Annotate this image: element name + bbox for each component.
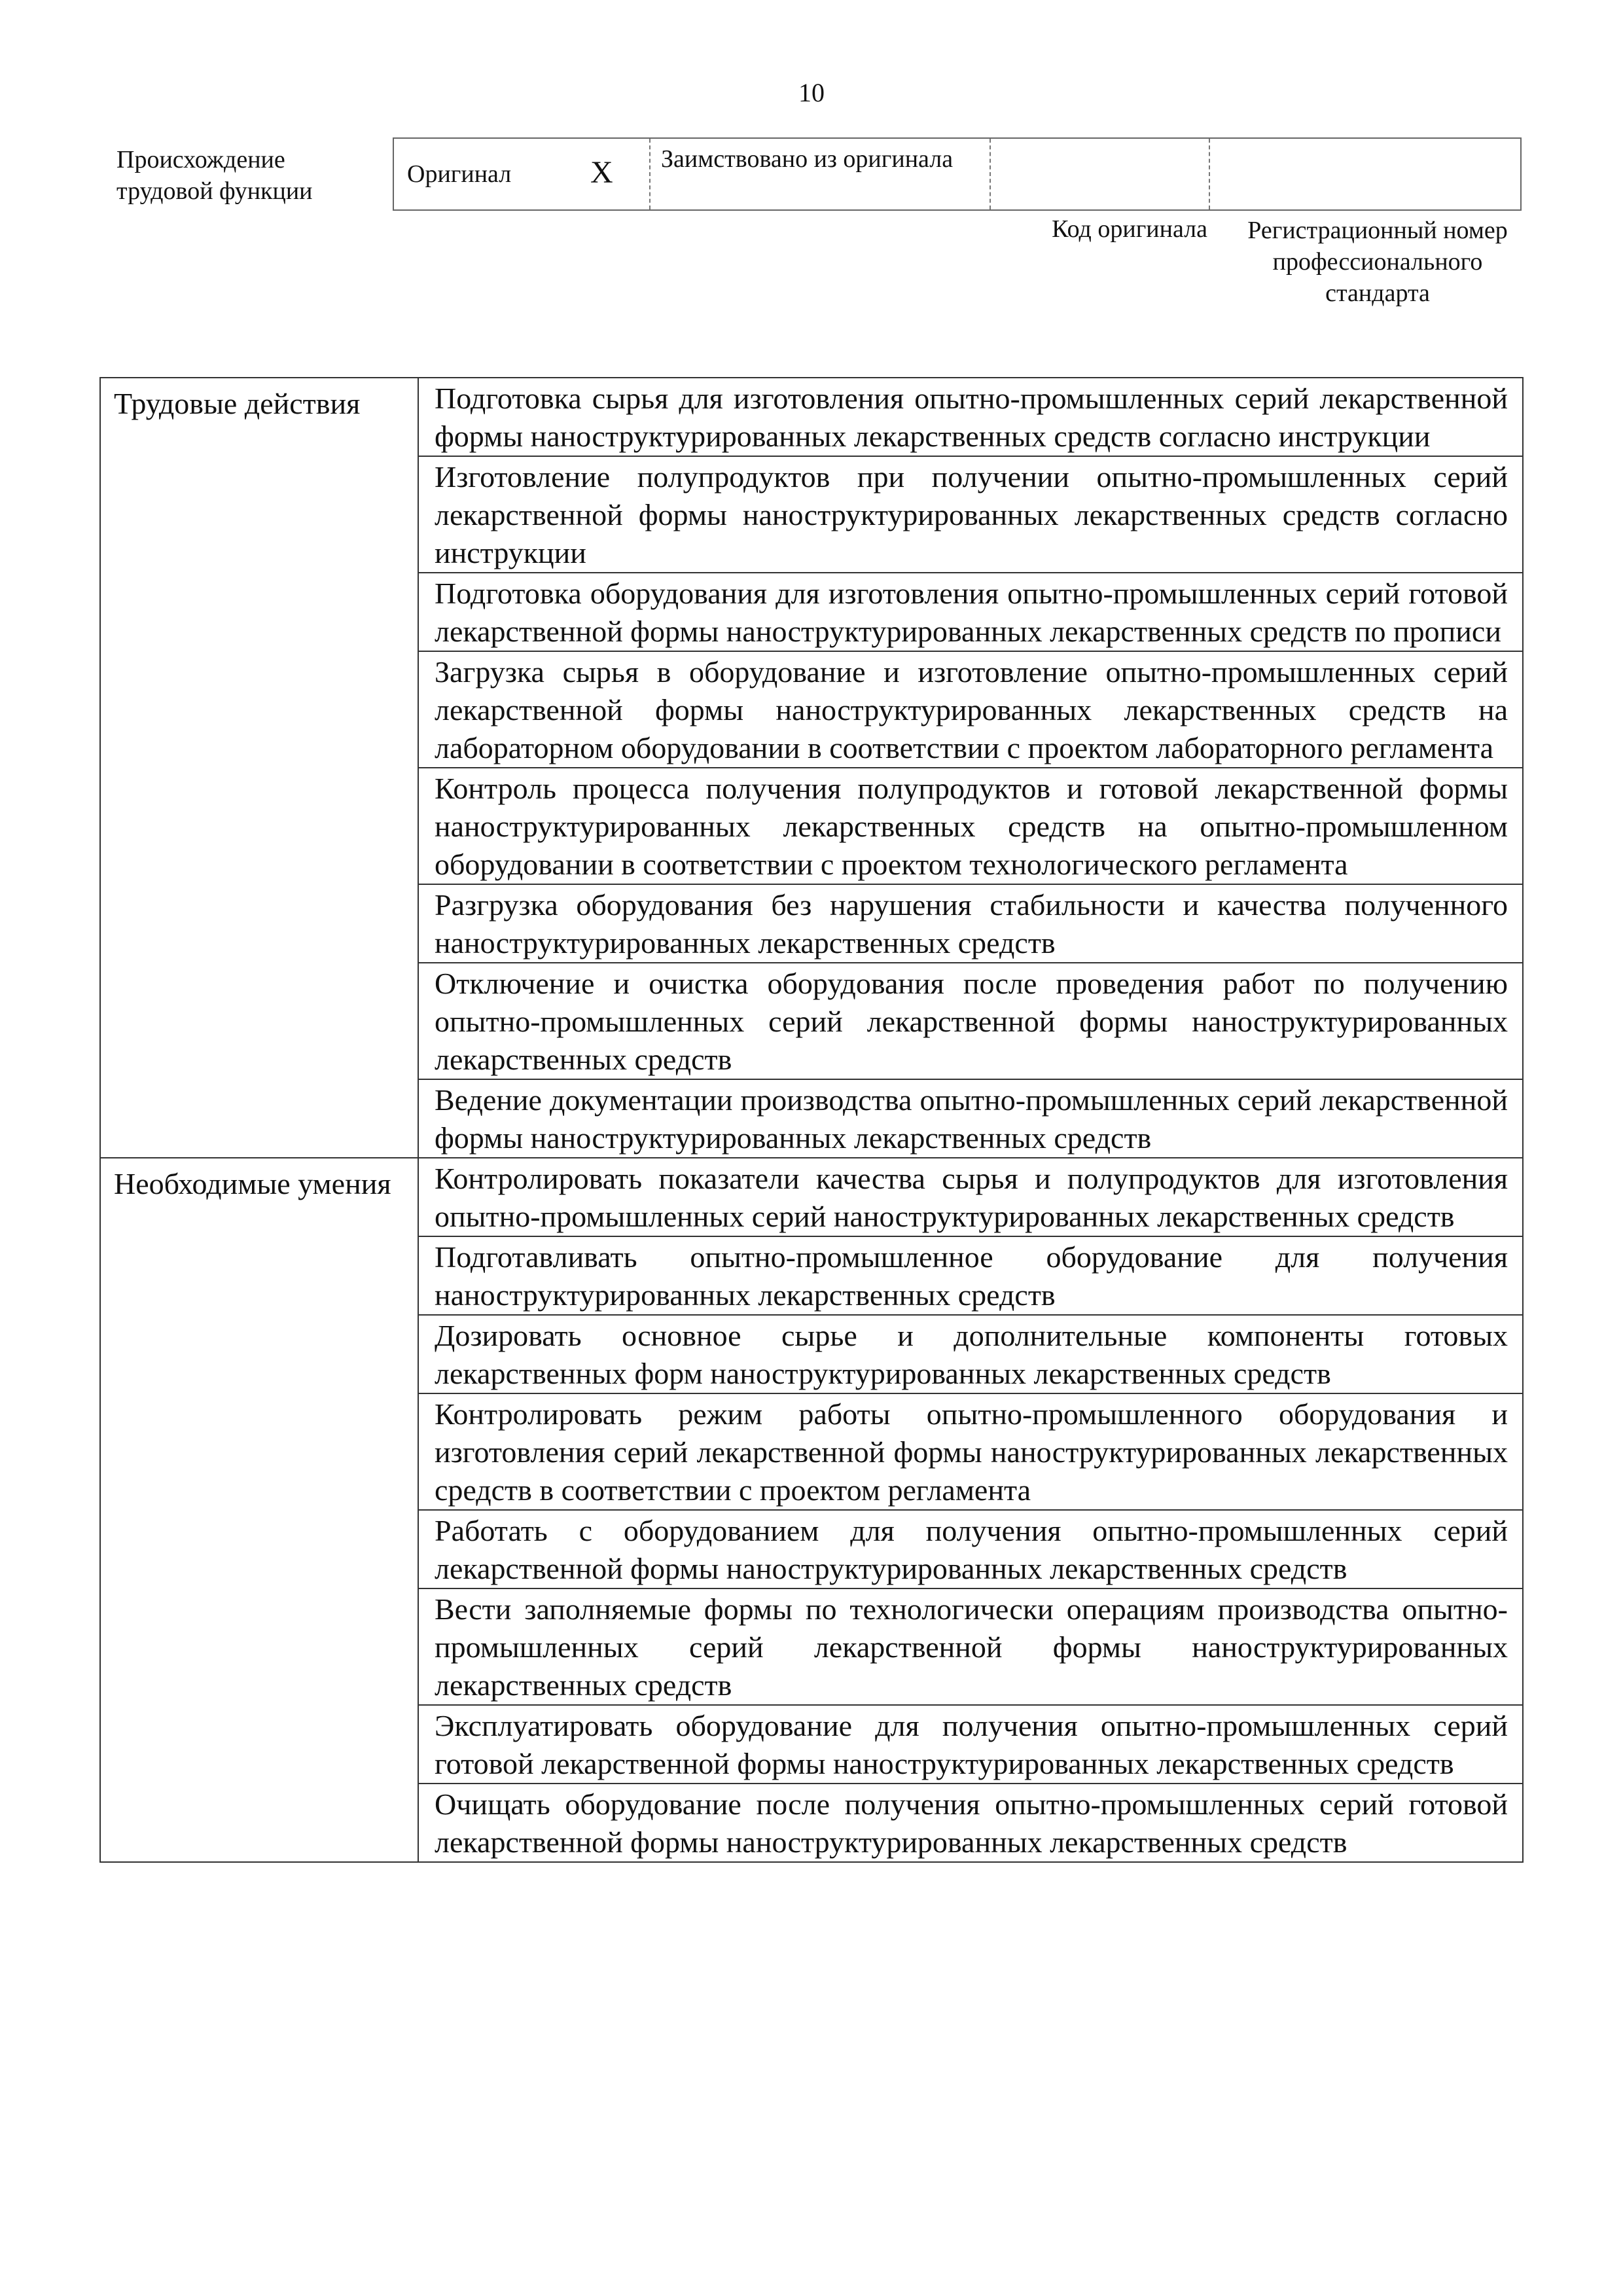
section-item: Разгрузка оборудования без нарушения стабильности и качества полученного наноструктурированных лекарственных средств <box>418 884 1523 963</box>
function-table <box>99 377 1524 1863</box>
section-title: Трудовые действия <box>100 378 418 1158</box>
section-item: Подготавливать опытно-промышленное оборудование для получения наноструктурированных лекарственных средств <box>418 1236 1523 1315</box>
table-row <box>100 1158 1523 1236</box>
code-cell <box>990 139 1209 209</box>
section-item: Подготовка оборудования для изготовления опытно-промышленных серий готовой лекарственной формы наноструктурированных лекарственных средств по прописи <box>418 573 1523 651</box>
original-label: Оригинал <box>407 160 512 188</box>
section-item: Контролировать показатели качества сырья и полупродуктов для изготовления опытно-промышленных серий наноструктурированных лекарственных средств <box>418 1158 1523 1236</box>
section-item: Подготовка сырья для изготовления опытно-промышленных серий лекарственной формы наноструктурированных лекарственных средств согласно инструкции <box>418 378 1523 456</box>
section-item: Изготовление полупродуктов при получении опытно-промышленных серий лекарственной формы наноструктурированных лекарственных средств согласно инструкции <box>418 456 1523 573</box>
section-title: Необходимые умения <box>100 1158 418 1862</box>
section-item: Эксплуатировать оборудование для получения опытно-промышленных серий готовой лекарственной формы наноструктурированных лекарственных средств <box>418 1705 1523 1784</box>
table-row <box>100 378 1523 456</box>
section-item: Контролировать режим работы опытно-промышленного оборудования и изготовления серий лекарственной формы наноструктурированных лекарственных средств в соответствии с проектом регламента <box>418 1393 1523 1510</box>
borrowed-label: Заимствовано из оригинала <box>661 145 954 173</box>
section-item: Дозировать основное сырье и дополнительные компоненты готовых лекарственных форм наноструктурированных лекарственных средств <box>418 1315 1523 1393</box>
origin-label: Происхождение трудовой функции <box>116 146 313 205</box>
borrowed-cell <box>649 139 990 209</box>
original-mark: X <box>590 155 613 190</box>
reg-number-label: Регистрационный номер профессионального стандарта <box>1247 217 1508 307</box>
section-item: Контроль процесса получения полупродуктов и готовой лекарственной формы наноструктурированных лекарственных средств на опытно-промышленном оборудовании в соответствии с проектом технологического регламента <box>418 768 1523 884</box>
reg-number-cell <box>1209 139 1520 209</box>
origin-box <box>393 137 1522 211</box>
function-table-body <box>100 378 1523 1862</box>
section-item: Вести заполняемые формы по технологически операциям производства опытно-промышленных серий лекарственной формы наноструктурированных лекарственных средств <box>418 1588 1523 1705</box>
section-item: Ведение документации производства опытно-промышленных серий лекарственной формы наноструктурированных лекарственных средств <box>418 1079 1523 1158</box>
section-item: Очищать оборудование после получения опытно-промышленных серий готовой лекарственной формы наноструктурированных лекарственных средств <box>418 1784 1523 1862</box>
original-cell <box>394 139 649 209</box>
page-number: 10 <box>798 78 825 107</box>
section-item: Загрузка сырья в оборудование и изготовление опытно-промышленных серий лекарственной формы наноструктурированных лекарственных средств на лабораторном оборудовании в соответствии с проектом лабораторного регламента <box>418 651 1523 768</box>
code-label: Код оригинала <box>1052 215 1207 243</box>
section-item: Работать с оборудованием для получения опытно-промышленных серий лекарственной формы наноструктурированных лекарственных средств <box>418 1510 1523 1588</box>
section-item: Отключение и очистка оборудования после проведения работ по получению опытно-промышленных серий лекарственной формы наноструктурированных лекарственных средств <box>418 963 1523 1079</box>
